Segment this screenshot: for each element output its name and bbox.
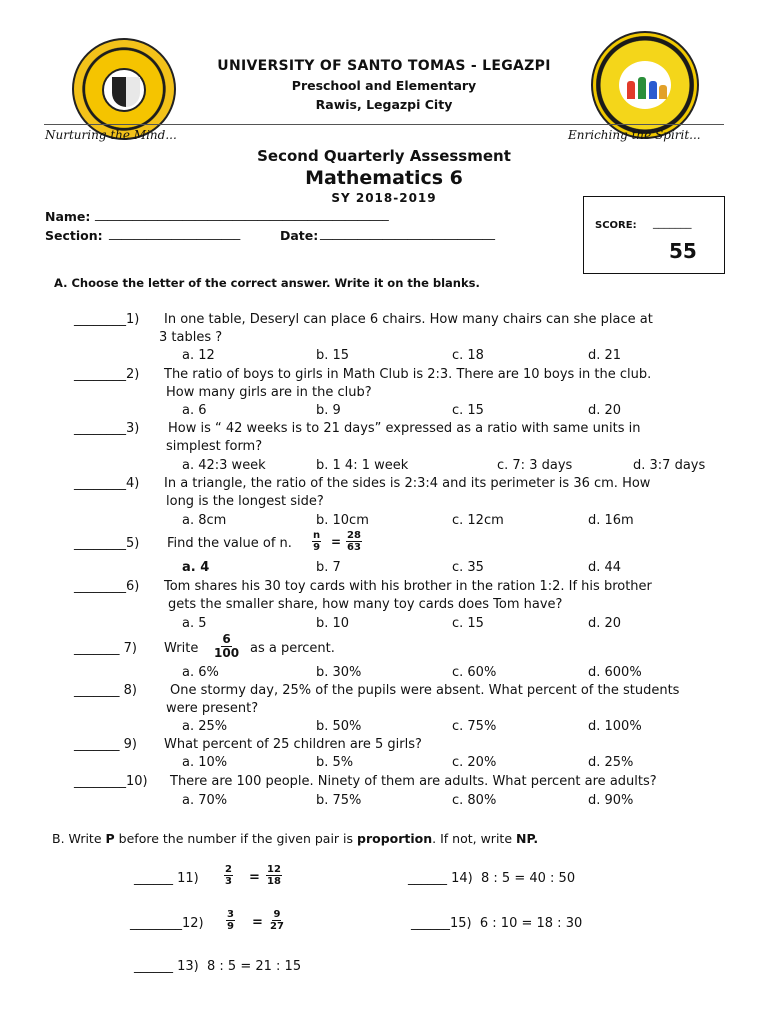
choice-d: d. 3:7 days bbox=[633, 458, 706, 473]
department-name: Preschool and Elementary bbox=[291, 78, 477, 93]
instruction-text: before the number if the given pair is bbox=[118, 831, 354, 846]
answer-blank[interactable]: ______ 14) bbox=[408, 871, 473, 886]
instruction-np: NP. bbox=[516, 831, 539, 846]
denominator: 27 bbox=[270, 921, 284, 932]
choice-a: a. 10% bbox=[182, 755, 228, 770]
numerator: n bbox=[313, 530, 321, 541]
exam-title: Second Quarterly Assessment bbox=[257, 147, 511, 165]
question-text: The ratio of boys to girls in Math Club is 2:3. There are 10 boys in the club. bbox=[164, 367, 652, 382]
numerator: 3 bbox=[227, 909, 234, 920]
question-text: Tom shares his 30 toy cards with his brother in the ration 1:2. If his brother bbox=[164, 579, 652, 594]
denominator: 3 bbox=[225, 876, 232, 887]
instruction-proportion: proportion bbox=[357, 831, 433, 846]
answer-blank[interactable]: _______ 8) bbox=[74, 683, 137, 698]
score-label: SCORE: bbox=[595, 220, 637, 231]
question-text: There are 100 people. Ninety of them are adults. What percent are adults? bbox=[170, 774, 657, 789]
choice-a: a. 5 bbox=[182, 616, 207, 631]
denominator: 9 bbox=[313, 542, 321, 553]
motto-right: Enriching the Spirit... bbox=[568, 128, 701, 142]
choice-d: d. 600% bbox=[588, 665, 642, 680]
question-text: Write bbox=[164, 641, 199, 656]
question-text: How many girls are in the club? bbox=[166, 385, 372, 400]
choice-c: c. 35 bbox=[452, 560, 484, 575]
score-line: _______ bbox=[653, 216, 692, 229]
choice-b: b. 30% bbox=[316, 665, 362, 680]
question-text: Find the value of n. bbox=[167, 536, 292, 551]
question-text: One stormy day, 25% of the pupils were absent. What percent of the students bbox=[170, 683, 680, 698]
school-year: SY 2018-2019 bbox=[331, 191, 437, 205]
question-text: How is “ 42 weeks is to 21 days” expressed as a ratio with same units in bbox=[168, 421, 641, 436]
question-text: gets the smaller share, how many toy cards does Tom have? bbox=[168, 597, 563, 612]
answer-blank[interactable]: ________1) bbox=[74, 312, 140, 327]
question-text: as a percent. bbox=[250, 641, 335, 656]
choice-c: c. 15 bbox=[452, 403, 484, 418]
answer-blank[interactable]: ______ 13) bbox=[134, 959, 199, 974]
choice-b: b. 15 bbox=[316, 348, 350, 363]
choice-b: b. 75% bbox=[316, 793, 362, 808]
instruction-p: P bbox=[105, 831, 115, 846]
question-text: were present? bbox=[166, 701, 259, 716]
answer-blank[interactable]: ________6) bbox=[74, 579, 140, 594]
choice-b: b. 50% bbox=[316, 719, 362, 734]
question-text: long is the longest side? bbox=[166, 494, 324, 509]
fraction-12-over-18 bbox=[266, 864, 282, 887]
choice-d: d. 20 bbox=[588, 616, 622, 631]
item-13 bbox=[134, 959, 301, 974]
score-box bbox=[583, 196, 725, 274]
numerator: 9 bbox=[273, 909, 281, 920]
fraction-9-over-27 bbox=[270, 909, 284, 932]
fraction-28-over-63 bbox=[346, 530, 362, 553]
question-text: simplest form? bbox=[166, 439, 263, 454]
equals-sign: = bbox=[252, 915, 263, 930]
choice-a: a. 4 bbox=[182, 560, 210, 575]
denominator: 100 bbox=[214, 646, 240, 660]
item-text: 8 : 5 = 21 : 15 bbox=[207, 959, 302, 974]
choice-b: b. 10cm bbox=[316, 513, 369, 528]
section-field[interactable]: _____________________ bbox=[109, 225, 241, 240]
answer-blank[interactable]: ________12) bbox=[130, 916, 204, 931]
name-field[interactable]: _______________________________________________ bbox=[95, 206, 389, 221]
answer-blank[interactable]: ________4) bbox=[74, 476, 140, 491]
header-divider bbox=[44, 124, 724, 125]
choice-a: a. 12 bbox=[182, 348, 215, 363]
choice-d: d. 20 bbox=[588, 403, 622, 418]
choice-c: c. 60% bbox=[452, 665, 497, 680]
fraction-2-over-3 bbox=[224, 864, 233, 887]
numerator: 28 bbox=[347, 530, 361, 541]
instruction-text: . If not, write bbox=[432, 831, 513, 846]
choice-c: c. 7: 3 days bbox=[497, 458, 573, 473]
denominator: 9 bbox=[227, 921, 234, 932]
school-name: UNIVERSITY OF SANTO TOMAS - LEGAZPI bbox=[217, 58, 551, 74]
item-15 bbox=[411, 916, 582, 931]
question-text: In one table, Deseryl can place 6 chairs. How many chairs can she place at bbox=[164, 312, 653, 327]
choice-d: d. 21 bbox=[588, 348, 622, 363]
answer-blank[interactable]: ______ 11) bbox=[134, 871, 199, 886]
question-text: 3 tables ? bbox=[159, 330, 223, 345]
choice-a: a. 25% bbox=[182, 719, 228, 734]
choice-b: b. 1 4: 1 week bbox=[316, 458, 409, 473]
answer-blank[interactable]: ________10) bbox=[74, 774, 148, 789]
choice-c: c. 12cm bbox=[452, 513, 504, 528]
choice-c: c. 20% bbox=[452, 755, 497, 770]
choice-a: a. 6 bbox=[182, 403, 207, 418]
item-14 bbox=[408, 871, 575, 886]
numerator: 2 bbox=[225, 864, 232, 875]
question-text: In a triangle, the ratio of the sides is 2:3:4 and its perimeter is 36 cm. How bbox=[164, 476, 651, 491]
denominator: 63 bbox=[347, 542, 361, 553]
fraction-3-over-9 bbox=[226, 909, 235, 932]
answer-blank[interactable]: _______ 7) bbox=[74, 641, 137, 656]
choice-d: d. 90% bbox=[588, 793, 634, 808]
choice-c: c. 15 bbox=[452, 616, 484, 631]
choice-b: b. 9 bbox=[316, 403, 341, 418]
section-label: Section: bbox=[45, 228, 103, 243]
name-label: Name: bbox=[45, 209, 91, 224]
choice-d: d. 16m bbox=[588, 513, 634, 528]
choice-b: b. 7 bbox=[316, 560, 341, 575]
exam-subject: Mathematics 6 bbox=[305, 167, 463, 189]
equals-sign: = bbox=[331, 535, 342, 549]
denominator: 18 bbox=[267, 876, 281, 887]
choice-a: a. 70% bbox=[182, 793, 228, 808]
motto-left: Nurturing the Mind... bbox=[45, 128, 177, 142]
choice-c: c. 80% bbox=[452, 793, 497, 808]
numerator: 6 bbox=[222, 632, 231, 646]
date-label: Date: bbox=[280, 228, 319, 243]
choice-d: d. 44 bbox=[588, 560, 622, 575]
fraction-6-over-100 bbox=[214, 633, 239, 660]
instruction-text: B. Write bbox=[52, 831, 102, 846]
answer-blank[interactable]: _______ 9) bbox=[74, 737, 137, 752]
choice-d: d. 25% bbox=[588, 755, 634, 770]
answer-blank[interactable]: ________2) bbox=[74, 367, 140, 382]
choice-c: c. 18 bbox=[452, 348, 484, 363]
answer-blank[interactable]: ______15) bbox=[411, 916, 472, 931]
item-text: 8 : 5 = 40 : 50 bbox=[481, 871, 576, 886]
item-text: 6 : 10 = 18 : 30 bbox=[479, 916, 583, 931]
answer-blank[interactable]: ________5) bbox=[74, 536, 140, 551]
question-text: What percent of 25 children are 5 girls? bbox=[164, 737, 422, 752]
answer-blank[interactable]: ________3) bbox=[74, 421, 140, 436]
choice-a: a. 6% bbox=[182, 665, 219, 680]
choice-b: b. 10 bbox=[316, 616, 350, 631]
part-a-instruction: A. Choose the letter of the correct answer. Write it on the blanks. bbox=[54, 276, 480, 290]
numerator: 12 bbox=[267, 864, 281, 875]
fraction-n-over-9 bbox=[312, 530, 321, 553]
part-b-instruction bbox=[52, 831, 538, 846]
equals-sign: = bbox=[249, 870, 260, 885]
school-address: Rawis, Legazpi City bbox=[315, 97, 453, 112]
date-field[interactable]: ____________________________ bbox=[320, 225, 495, 240]
choice-b: b. 5% bbox=[316, 755, 354, 770]
choice-c: c. 75% bbox=[452, 719, 497, 734]
choice-d: d. 100% bbox=[588, 719, 642, 734]
choice-a: a. 8cm bbox=[182, 513, 227, 528]
score-value: 55 bbox=[669, 239, 697, 263]
choice-a: a. 42:3 week bbox=[182, 458, 266, 473]
